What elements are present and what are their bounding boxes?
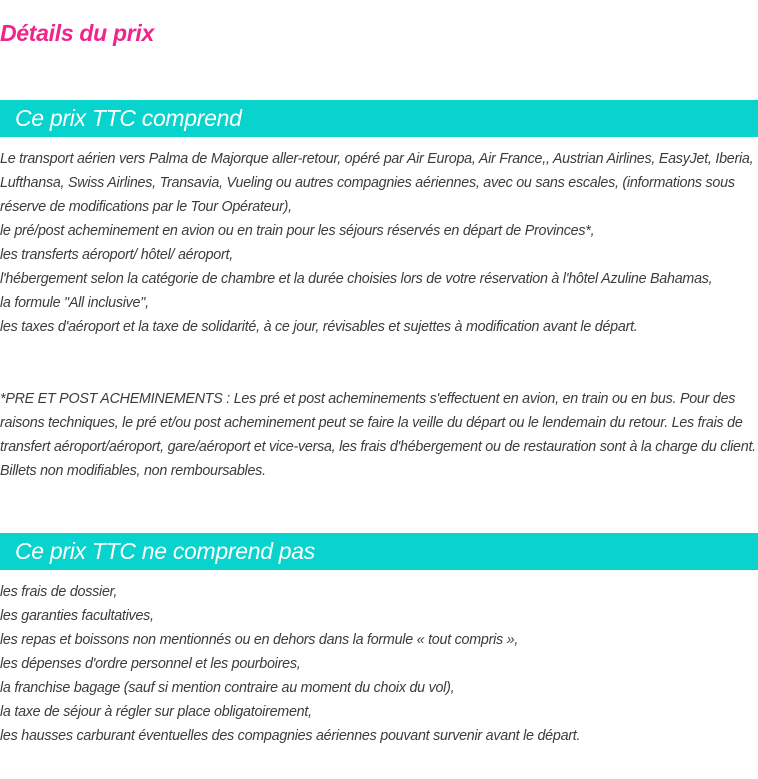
- page-title: Détails du prix: [0, 20, 154, 46]
- list-item: le pré/post acheminement en avion ou en train pour les séjours réservés en départ de Provinces*,: [0, 223, 595, 239]
- list-item: les taxes d'aéroport et la taxe de solidarité, à ce jour, révisables et sujettes à modification avant le départ.: [0, 319, 638, 335]
- list-item: la taxe de séjour à régler sur place obligatoirement,: [0, 704, 312, 720]
- pre-post-transport-note: *PRE ET POST ACHEMINEMENTS : Les pré et post acheminements s'effectuent en avion, en train ou en bus. Pour des raisons techniques, le pré et/ou post acheminement peut se faire la veille du départ ou le lendemain du retour. Les frais de transfert aéroport/aéroport, gare/aéroport et vice-versa, les frais d'hébergement ou de restauration sont à la charge du client. Billets non modifiables, non remboursables.: [0, 391, 756, 479]
- excludes-list: [0, 580, 758, 748]
- list-item: les garanties facultatives,: [0, 608, 154, 624]
- list-item: les dépenses d'ordre personnel et les pourboires,: [0, 656, 301, 672]
- list-item: la formule "All inclusive",: [0, 295, 149, 311]
- includes-list: [0, 147, 758, 339]
- excludes-section-header: Ce prix TTC ne comprend pas: [0, 533, 758, 570]
- includes-section-header: Ce prix TTC comprend: [0, 100, 758, 137]
- list-item: Le transport aérien vers Palma de Majorque aller-retour, opéré par Air Europa, Air France,, Austrian Airlines, EasyJet, Iberia, Lufthansa, Swiss Airlines, Transavia, Vueling ou autres compagnies aériennes, avec ou sans escales, (informations sous réserve de modifications par le Tour Opérateur),: [0, 151, 754, 215]
- list-item: les hausses carburant éventuelles des compagnies aériennes pouvant survenir avant le départ.: [0, 728, 581, 744]
- list-item: les transferts aéroport/ hôtel/ aéroport,: [0, 247, 233, 263]
- list-item: les frais de dossier,: [0, 584, 118, 600]
- list-item: l'hébergement selon la catégorie de chambre et la durée choisies lors de votre réservation à l'hôtel Azuline Bahamas,: [0, 271, 713, 287]
- list-item: la franchise bagage (sauf si mention contraire au moment du choix du vol),: [0, 680, 455, 696]
- list-item: les repas et boissons non mentionnés ou en dehors dans la formule « tout compris »,: [0, 632, 519, 648]
